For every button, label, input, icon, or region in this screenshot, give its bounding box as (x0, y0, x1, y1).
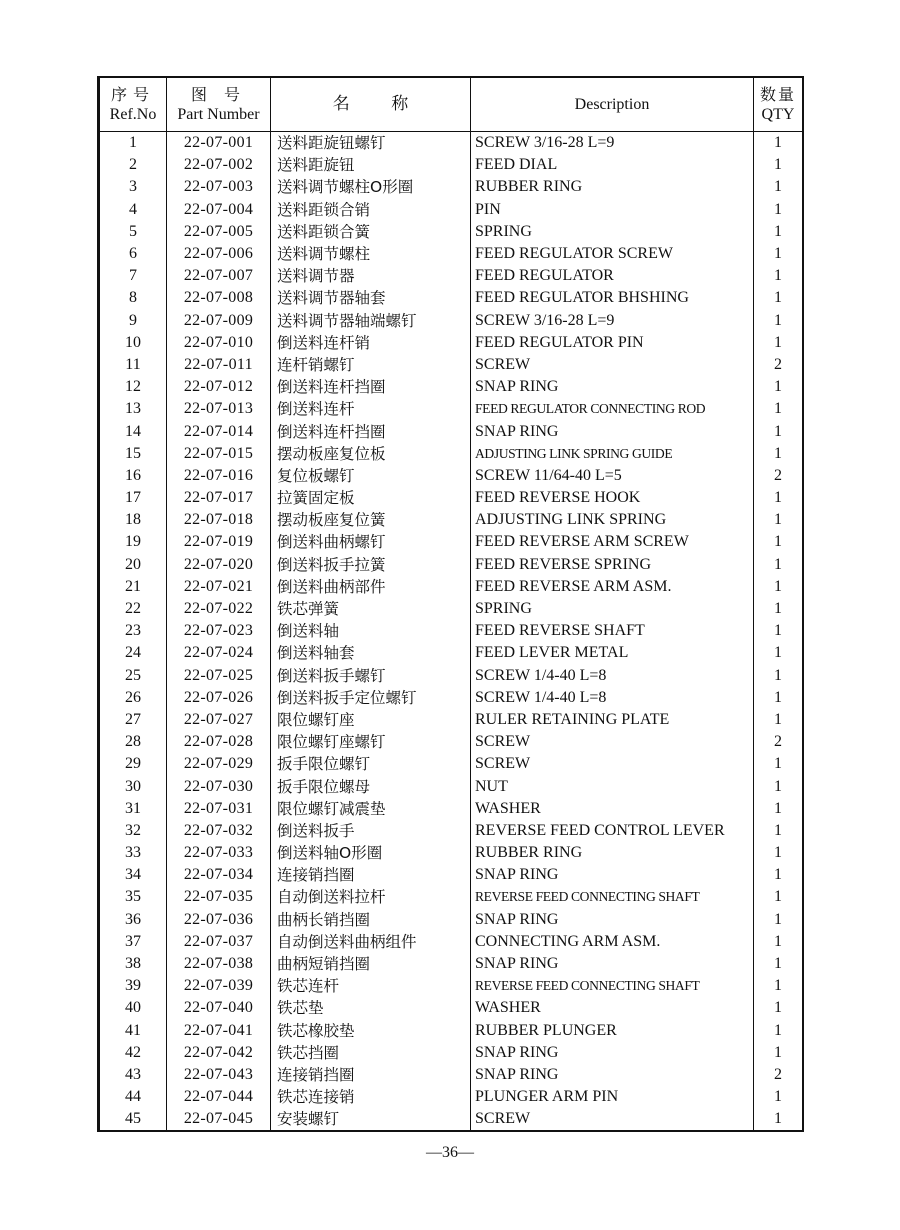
part-name-cell: 曲柄长销挡圈 (271, 909, 471, 931)
part-name-cell: 限位螺钉座 (271, 709, 471, 731)
ref-no-cell: 41 (100, 1020, 167, 1042)
quantity-cell: 1 (754, 886, 803, 908)
quantity-cell: 1 (754, 1020, 803, 1042)
table-row (100, 509, 803, 531)
table-row (100, 598, 803, 620)
table-row (100, 554, 803, 576)
part-number-cell: 22-07-005 (167, 221, 271, 243)
part-name-cell: 倒送料连杆 (271, 398, 471, 420)
quantity-cell: 1 (754, 753, 803, 775)
name-header-cn: 名 称 (332, 94, 409, 114)
ref-no-cell: 31 (100, 798, 167, 820)
quantity-cell: 1 (754, 531, 803, 553)
table-row (100, 931, 803, 953)
quantity-cell: 1 (754, 287, 803, 309)
quantity-cell: 1 (754, 509, 803, 531)
part-number-cell: 22-07-024 (167, 642, 271, 664)
part-number-cell: 22-07-022 (167, 598, 271, 620)
part-name-cell: 送料距锁合簧 (271, 221, 471, 243)
part-number-cell: 22-07-017 (167, 487, 271, 509)
part-name-cell: 铁芯垫 (271, 997, 471, 1019)
table-row (100, 376, 803, 398)
description-cell: SNAP RING (471, 1064, 754, 1086)
ref-no-cell: 37 (100, 931, 167, 953)
quantity-cell: 1 (754, 576, 803, 598)
part-number-cell: 22-07-031 (167, 798, 271, 820)
quantity-cell: 2 (754, 465, 803, 487)
description-cell: SCREW (471, 1108, 754, 1130)
quantity-cell: 1 (754, 909, 803, 931)
ref-no-cell: 18 (100, 509, 167, 531)
quantity-cell: 1 (754, 931, 803, 953)
part-name-cell: 送料调节器轴端螺钉 (271, 310, 471, 332)
part-number-cell: 22-07-016 (167, 465, 271, 487)
part-number-cell: 22-07-042 (167, 1042, 271, 1064)
part-name-cell: 曲柄短销挡圈 (271, 953, 471, 975)
part-number-cell: 22-07-008 (167, 287, 271, 309)
part-name-cell: 安装螺钉 (271, 1108, 471, 1130)
description-cell: FEED REVERSE ARM ASM. (471, 576, 754, 598)
ref-no-header (100, 78, 167, 132)
ref-no-cell: 16 (100, 465, 167, 487)
table-row (100, 465, 803, 487)
table-row (100, 909, 803, 931)
quantity-cell: 1 (754, 221, 803, 243)
part-number-cell: 22-07-044 (167, 1086, 271, 1108)
quantity-cell: 1 (754, 953, 803, 975)
part-name-cell: 限位螺钉座螺钉 (271, 731, 471, 753)
description-cell: SCREW (471, 354, 754, 376)
quantity-cell: 1 (754, 332, 803, 354)
description-cell: SCREW (471, 753, 754, 775)
part-number-cell: 22-07-043 (167, 1064, 271, 1086)
part-name-cell: 送料调节螺柱 (271, 243, 471, 265)
part-number-cell: 22-07-041 (167, 1020, 271, 1042)
ref-no-cell: 19 (100, 531, 167, 553)
table-row (100, 842, 803, 864)
table-row (100, 642, 803, 664)
table-row (100, 154, 803, 176)
part-number-cell: 22-07-003 (167, 176, 271, 198)
quantity-cell: 2 (754, 731, 803, 753)
quantity-cell: 1 (754, 154, 803, 176)
table-row (100, 709, 803, 731)
ref-no-cell: 22 (100, 598, 167, 620)
part-name-cell: 送料距旋钮螺钉 (271, 132, 471, 155)
part-name-cell: 连接销挡圈 (271, 864, 471, 886)
quantity-cell: 1 (754, 265, 803, 287)
part-number-cell: 22-07-012 (167, 376, 271, 398)
part-number-cell: 22-07-006 (167, 243, 271, 265)
parts-table (99, 78, 803, 1130)
description-cell: SPRING (471, 598, 754, 620)
part-name-cell: 铁芯连杆 (271, 975, 471, 997)
table-row (100, 731, 803, 753)
description-cell: SNAP RING (471, 953, 754, 975)
qty-header-cn: 数量 (759, 84, 796, 104)
description-cell: FEED REGULATOR (471, 265, 754, 287)
table-row (100, 199, 803, 221)
quantity-cell: 1 (754, 598, 803, 620)
qty-header-en: QTY (761, 105, 795, 123)
table-row (100, 1020, 803, 1042)
part-number-cell: 22-07-030 (167, 775, 271, 797)
description-cell: SCREW 3/16-28 L=9 (471, 310, 754, 332)
quantity-cell: 1 (754, 398, 803, 420)
ref-no-cell: 24 (100, 642, 167, 664)
ref-no-cell: 5 (100, 221, 167, 243)
quantity-cell: 1 (754, 1042, 803, 1064)
part-name-cell: 自动倒送料拉杆 (271, 886, 471, 908)
name-header (271, 78, 471, 132)
table-row (100, 354, 803, 376)
table-row (100, 243, 803, 265)
ref-no-cell: 6 (100, 243, 167, 265)
ref-no-cell: 33 (100, 842, 167, 864)
table-row (100, 997, 803, 1019)
quantity-cell: 1 (754, 842, 803, 864)
part-name-cell: 倒送料曲柄螺钉 (271, 531, 471, 553)
ref-no-cell: 11 (100, 354, 167, 376)
table-row (100, 953, 803, 975)
description-cell: FEED REVERSE ARM SCREW (471, 531, 754, 553)
ref-no-cell: 2 (100, 154, 167, 176)
quantity-cell: 1 (754, 554, 803, 576)
part-name-cell: 倒送料轴O形圈 (271, 842, 471, 864)
ref-no-cell: 15 (100, 443, 167, 465)
description-cell: REVERSE FEED CONTROL LEVER (471, 820, 754, 842)
ref-no-cell: 7 (100, 265, 167, 287)
part-number-cell: 22-07-011 (167, 354, 271, 376)
description-cell: REVERSE FEED CONNECTING SHAFT (471, 975, 754, 997)
table-row (100, 487, 803, 509)
quantity-cell: 1 (754, 443, 803, 465)
ref-no-cell: 42 (100, 1042, 167, 1064)
table-row (100, 886, 803, 908)
table-row (100, 287, 803, 309)
part-number-cell: 22-07-021 (167, 576, 271, 598)
description-cell: SPRING (471, 221, 754, 243)
quantity-cell: 1 (754, 1086, 803, 1108)
description-cell: FEED REGULATOR SCREW (471, 243, 754, 265)
quantity-cell: 1 (754, 997, 803, 1019)
quantity-cell: 1 (754, 420, 803, 442)
part-number-cell: 22-07-035 (167, 886, 271, 908)
table-row (100, 443, 803, 465)
quantity-cell: 1 (754, 775, 803, 797)
part-name-cell: 倒送料连杆销 (271, 332, 471, 354)
quantity-cell: 1 (754, 665, 803, 687)
table-row (100, 864, 803, 886)
page-number: —36— (426, 1144, 474, 1161)
part-name-cell: 铁芯弹簧 (271, 598, 471, 620)
description-cell: FEED LEVER METAL (471, 642, 754, 664)
part-name-cell: 倒送料曲柄部件 (271, 576, 471, 598)
description-cell: ADJUSTING LINK SPRING GUIDE (471, 443, 754, 465)
table-row (100, 176, 803, 198)
part-number-cell: 22-07-018 (167, 509, 271, 531)
part-name-cell: 限位螺钉减震垫 (271, 798, 471, 820)
table-row (100, 310, 803, 332)
part-number-cell: 22-07-037 (167, 931, 271, 953)
part-number-header-en: Part Number (177, 105, 260, 123)
ref-no-cell: 44 (100, 1086, 167, 1108)
quantity-cell: 1 (754, 975, 803, 997)
ref-no-cell: 3 (100, 176, 167, 198)
table-row (100, 221, 803, 243)
table-row (100, 775, 803, 797)
part-number-cell: 22-07-010 (167, 332, 271, 354)
part-number-cell: 22-07-036 (167, 909, 271, 931)
ref-no-cell: 35 (100, 886, 167, 908)
ref-no-cell: 13 (100, 398, 167, 420)
part-name-cell: 倒送料连杆挡圈 (271, 376, 471, 398)
table-header-row (100, 78, 803, 132)
part-number-cell: 22-07-020 (167, 554, 271, 576)
quantity-cell: 1 (754, 176, 803, 198)
part-number-header-cn: 图 号 (190, 84, 247, 104)
ref-no-cell: 21 (100, 576, 167, 598)
quantity-cell: 1 (754, 820, 803, 842)
description-header-label: Description (574, 95, 650, 113)
description-cell: WASHER (471, 798, 754, 820)
description-cell: SNAP RING (471, 376, 754, 398)
ref-no-cell: 29 (100, 753, 167, 775)
part-number-cell: 22-07-034 (167, 864, 271, 886)
part-number-cell: 22-07-002 (167, 154, 271, 176)
description-cell: RUBBER RING (471, 842, 754, 864)
table-row (100, 1064, 803, 1086)
table-row (100, 531, 803, 553)
table-row (100, 132, 803, 155)
quantity-cell: 1 (754, 642, 803, 664)
table-row (100, 265, 803, 287)
part-number-cell: 22-07-004 (167, 199, 271, 221)
part-name-cell: 摆动板座复位板 (271, 443, 471, 465)
table-row (100, 820, 803, 842)
part-name-cell: 倒送料扳手定位螺钉 (271, 687, 471, 709)
ref-no-header-cn: 序号 (110, 84, 155, 104)
part-number-cell: 22-07-023 (167, 620, 271, 642)
part-name-cell: 送料调节器 (271, 265, 471, 287)
ref-no-cell: 43 (100, 1064, 167, 1086)
table-row (100, 576, 803, 598)
table-row (100, 620, 803, 642)
table-row (100, 975, 803, 997)
table-row (100, 798, 803, 820)
ref-no-cell: 17 (100, 487, 167, 509)
part-name-cell: 摆动板座复位簧 (271, 509, 471, 531)
quantity-cell: 1 (754, 199, 803, 221)
part-number-cell: 22-07-033 (167, 842, 271, 864)
part-number-cell: 22-07-015 (167, 443, 271, 465)
description-cell: RULER RETAINING PLATE (471, 709, 754, 731)
part-number-cell: 22-07-009 (167, 310, 271, 332)
part-name-cell: 连接销挡圈 (271, 1064, 471, 1086)
ref-no-cell: 9 (100, 310, 167, 332)
part-number-cell: 22-07-045 (167, 1108, 271, 1130)
part-number-cell: 22-07-038 (167, 953, 271, 975)
ref-no-cell: 10 (100, 332, 167, 354)
part-name-cell: 倒送料轴 (271, 620, 471, 642)
ref-no-cell: 39 (100, 975, 167, 997)
ref-no-cell: 1 (100, 132, 167, 155)
description-header (471, 78, 754, 132)
part-name-cell: 倒送料扳手螺钉 (271, 665, 471, 687)
quantity-cell: 1 (754, 687, 803, 709)
part-number-cell: 22-07-040 (167, 997, 271, 1019)
quantity-cell: 1 (754, 709, 803, 731)
description-cell: FEED REGULATOR PIN (471, 332, 754, 354)
ref-no-cell: 40 (100, 997, 167, 1019)
description-cell: WASHER (471, 997, 754, 1019)
part-name-cell: 连杆销螺钉 (271, 354, 471, 376)
description-cell: ADJUSTING LINK SPRING (471, 509, 754, 531)
description-cell: SCREW 1/4-40 L=8 (471, 687, 754, 709)
description-cell: SCREW 1/4-40 L=8 (471, 665, 754, 687)
ref-no-cell: 25 (100, 665, 167, 687)
description-cell: PLUNGER ARM PIN (471, 1086, 754, 1108)
description-cell: RUBBER PLUNGER (471, 1020, 754, 1042)
ref-no-cell: 26 (100, 687, 167, 709)
part-name-cell: 扳手限位螺钉 (271, 753, 471, 775)
ref-no-cell: 28 (100, 731, 167, 753)
description-cell: SCREW 11/64-40 L=5 (471, 465, 754, 487)
ref-no-cell: 12 (100, 376, 167, 398)
part-number-header (167, 78, 271, 132)
ref-no-cell: 4 (100, 199, 167, 221)
ref-no-cell: 45 (100, 1108, 167, 1130)
description-cell: SNAP RING (471, 420, 754, 442)
ref-no-cell: 27 (100, 709, 167, 731)
ref-no-cell: 32 (100, 820, 167, 842)
table-row (100, 665, 803, 687)
quantity-cell: 1 (754, 376, 803, 398)
table-row (100, 1108, 803, 1130)
ref-no-cell: 30 (100, 775, 167, 797)
part-number-cell: 22-07-019 (167, 531, 271, 553)
description-cell: REVERSE FEED CONNECTING SHAFT (471, 886, 754, 908)
table-body (100, 132, 803, 1131)
description-cell: PIN (471, 199, 754, 221)
part-number-cell: 22-07-025 (167, 665, 271, 687)
part-number-cell: 22-07-014 (167, 420, 271, 442)
description-cell: SNAP RING (471, 864, 754, 886)
quantity-cell: 2 (754, 354, 803, 376)
description-cell: FEED REVERSE SHAFT (471, 620, 754, 642)
part-name-cell: 倒送料扳手 (271, 820, 471, 842)
description-cell: RUBBER RING (471, 176, 754, 198)
part-number-cell: 22-07-029 (167, 753, 271, 775)
part-number-cell: 22-07-026 (167, 687, 271, 709)
ref-no-cell: 34 (100, 864, 167, 886)
part-name-cell: 铁芯连接销 (271, 1086, 471, 1108)
description-cell: SCREW (471, 731, 754, 753)
table-row (100, 420, 803, 442)
part-name-cell: 铁芯挡圈 (271, 1042, 471, 1064)
description-cell: FEED REVERSE HOOK (471, 487, 754, 509)
quantity-cell: 1 (754, 310, 803, 332)
part-name-cell: 铁芯橡胶垫 (271, 1020, 471, 1042)
table-row (100, 1042, 803, 1064)
parts-table-frame (97, 76, 804, 1132)
ref-no-header-en: Ref.No (109, 105, 157, 123)
part-name-cell: 倒送料连杆挡圈 (271, 420, 471, 442)
table-row (100, 398, 803, 420)
part-number-cell: 22-07-007 (167, 265, 271, 287)
part-name-cell: 复位板螺钉 (271, 465, 471, 487)
table-row (100, 753, 803, 775)
ref-no-cell: 36 (100, 909, 167, 931)
part-name-cell: 倒送料扳手拉簧 (271, 554, 471, 576)
part-name-cell: 送料距锁合销 (271, 199, 471, 221)
quantity-cell: 1 (754, 132, 803, 155)
description-cell: FEED REGULATOR CONNECTING ROD (471, 398, 754, 420)
ref-no-cell: 8 (100, 287, 167, 309)
description-cell: CONNECTING ARM ASM. (471, 931, 754, 953)
quantity-cell: 2 (754, 1064, 803, 1086)
part-name-cell: 送料距旋钮 (271, 154, 471, 176)
part-name-cell: 自动倒送料曲柄组件 (271, 931, 471, 953)
ref-no-cell: 20 (100, 554, 167, 576)
description-cell: FEED DIAL (471, 154, 754, 176)
part-number-cell: 22-07-013 (167, 398, 271, 420)
table-row (100, 687, 803, 709)
quantity-cell: 1 (754, 243, 803, 265)
ref-no-cell: 38 (100, 953, 167, 975)
description-cell: FEED REGULATOR BHSHING (471, 287, 754, 309)
qty-header (754, 78, 803, 132)
quantity-cell: 1 (754, 798, 803, 820)
part-name-cell: 送料调节器轴套 (271, 287, 471, 309)
description-cell: NUT (471, 775, 754, 797)
part-number-cell: 22-07-001 (167, 132, 271, 155)
part-name-cell: 送料调节螺柱O形圈 (271, 176, 471, 198)
description-cell: SCREW 3/16-28 L=9 (471, 132, 754, 155)
quantity-cell: 1 (754, 487, 803, 509)
description-cell: SNAP RING (471, 1042, 754, 1064)
table-row (100, 332, 803, 354)
part-name-cell: 拉簧固定板 (271, 487, 471, 509)
table-row (100, 1086, 803, 1108)
part-number-cell: 22-07-028 (167, 731, 271, 753)
description-cell: SNAP RING (471, 909, 754, 931)
part-number-cell: 22-07-032 (167, 820, 271, 842)
quantity-cell: 1 (754, 864, 803, 886)
part-number-cell: 22-07-039 (167, 975, 271, 997)
ref-no-cell: 23 (100, 620, 167, 642)
ref-no-cell: 14 (100, 420, 167, 442)
quantity-cell: 1 (754, 620, 803, 642)
part-number-cell: 22-07-027 (167, 709, 271, 731)
part-name-cell: 扳手限位螺母 (271, 775, 471, 797)
part-name-cell: 倒送料轴套 (271, 642, 471, 664)
description-cell: FEED REVERSE SPRING (471, 554, 754, 576)
quantity-cell: 1 (754, 1108, 803, 1130)
